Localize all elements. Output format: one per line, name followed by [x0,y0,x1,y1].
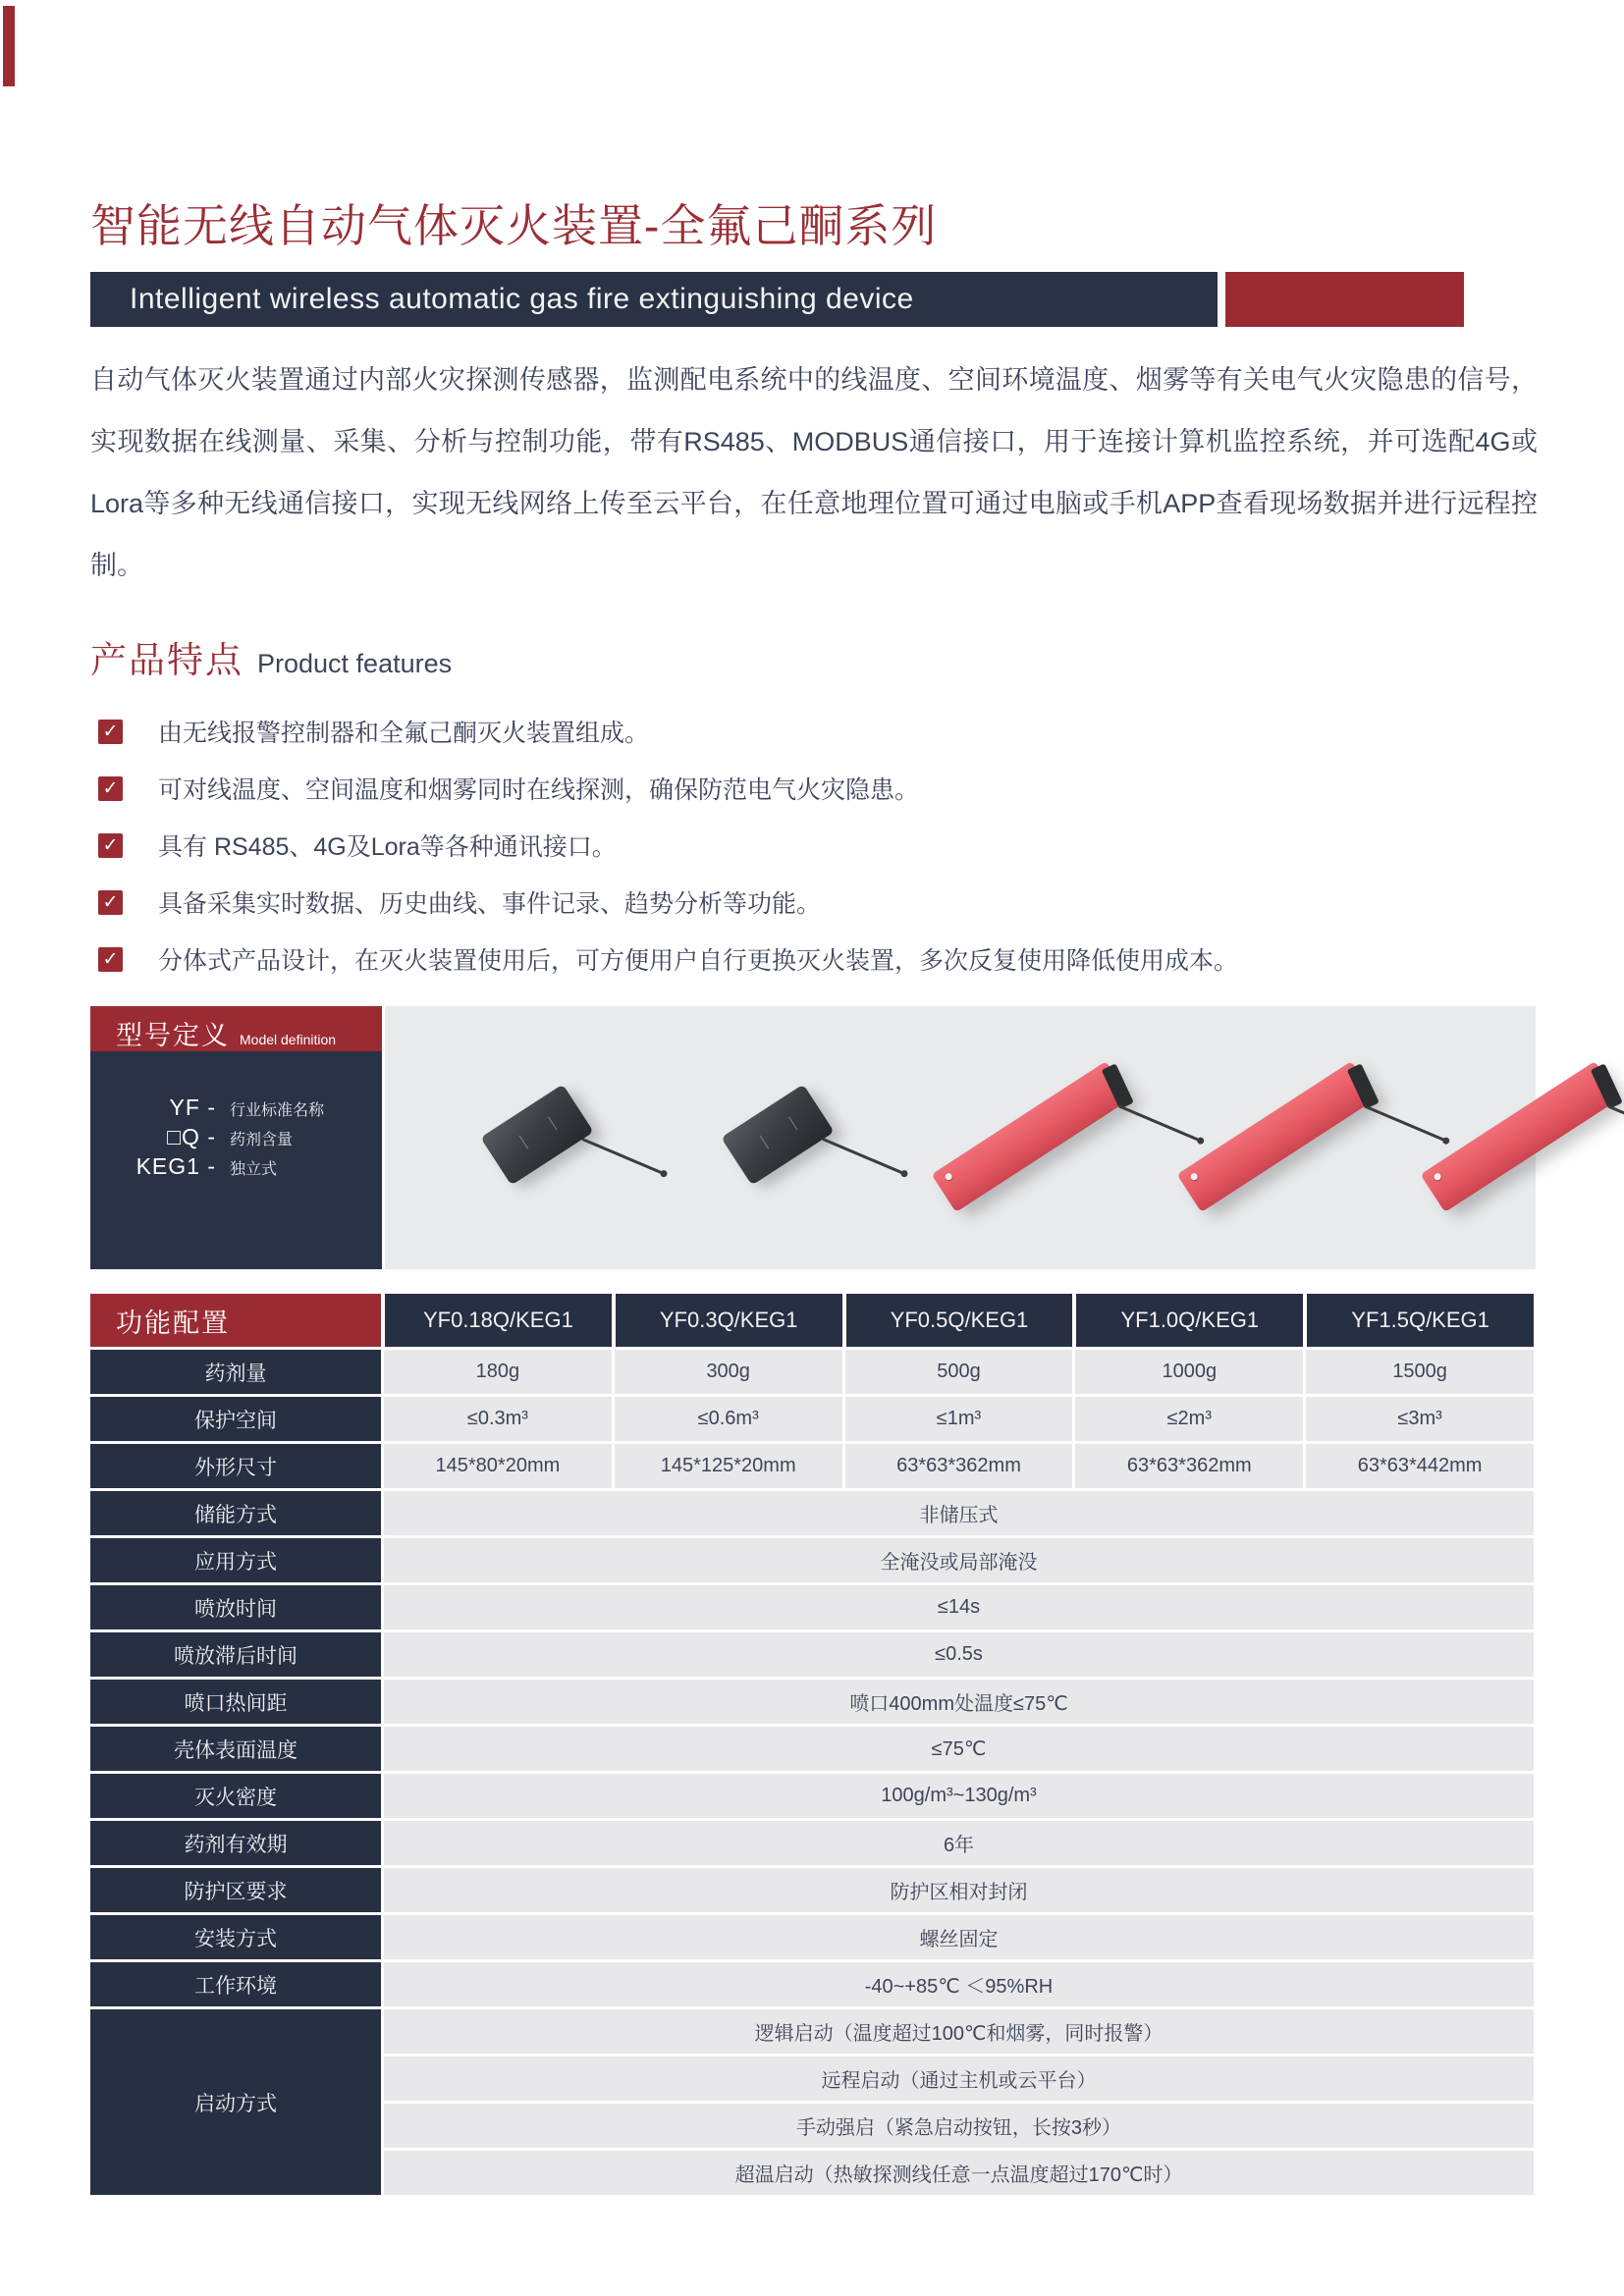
device-antenna [1118,1104,1203,1143]
device-screw [1189,1172,1199,1182]
spec-header-title: 功能配置 [90,1294,381,1347]
spec-span-cell: 非储压式 [384,1491,1534,1535]
spec-cell: ≤3m³ [1306,1397,1534,1441]
checkbox-icon: ✓ [98,720,123,744]
device-image-red-1 [932,1061,1131,1212]
spec-cell: 手动强启（紧急启动按钮，长按3秒） [384,2104,1534,2148]
corner-accent-bar [3,6,15,86]
device-image-red-2 [1177,1061,1377,1212]
spec-row [90,1821,1534,1865]
spec-header-row [90,1294,1534,1347]
subtitle-banner [90,272,1218,327]
device-end-cap [1347,1063,1380,1109]
intro-paragraph: 自动气体灭火装置通过内部火灾探测传感器，监测配电系统中的线温度、空间环境温度、烟雾等有关电气火灾隐患的信号，实现数据在线测量、采集、分析与控制功能，带有RS485、MODBUS通信接口，用于连接计算机监控系统，并可选配4G或Lora等多种无线通信接口，实现无线网络上传至云平台，在任意地理位置可通过电脑或手机APP查看现场数据并进行远程控制。 [90,365,1538,580]
spec-row [90,1444,1534,1488]
device-label-detail [519,1117,558,1149]
spec-cell: ≤0.6m³ [615,1397,842,1441]
spec-row-label: 工作环境 [90,1962,381,2006]
spec-cell: 500g [845,1350,1073,1394]
spec-span-cell: 全淹没或局部淹没 [384,1538,1534,1582]
model-definition-title-en: Model definition [240,1032,337,1047]
spec-model-header: YF1.0Q/KEG1 [1076,1294,1303,1347]
spec-model-header: YF0.3Q/KEG1 [616,1294,842,1347]
device-screw [1433,1172,1442,1182]
spec-cell: 1500g [1306,1350,1534,1394]
spec-span-cell: 螺丝固定 [384,1915,1534,1959]
feature-text: 分体式产品设计，在灭火装置使用后，可方便用户自行更换灭火装置，多次反复使用降低使用成本。 [158,947,1239,975]
device-label-detail [760,1117,798,1149]
model-code: YF - [169,1095,216,1120]
features-title-en: Product features [257,649,453,678]
spec-table [90,1294,1534,2195]
spec-row [90,1774,1534,1818]
device-image-black-small [480,1084,593,1185]
spec-span-cell: 防护区相对封闭 [384,1868,1534,1912]
feature-text: 具备采集实时数据、历史曲线、事件记录、趋势分析等功能。 [158,890,822,918]
spec-model-header: YF0.18Q/KEG1 [385,1294,612,1347]
spec-span-cell: 6年 [384,1821,1534,1865]
page-title: 智能无线自动气体灭火装置-全氟己酮系列 [90,200,938,251]
spec-cell: 145*125*20mm [615,1444,842,1488]
spec-row-label: 防护区要求 [90,1868,381,1912]
page-subtitle: Intelligent wireless automatic gas fire extinguishing device [130,283,914,315]
spec-row-launch-modes [90,2009,1534,2195]
model-code: KEG1 - [135,1153,216,1179]
spec-row-label: 药剂量 [90,1350,381,1394]
spec-cell: 63*63*362mm [845,1444,1073,1488]
checkbox-icon: ✓ [98,890,123,915]
checkbox-icon: ✓ [98,776,123,801]
spec-span-cell: ≤0.5s [384,1632,1534,1677]
spec-cell: 300g [615,1350,842,1394]
spec-row [90,1868,1534,1912]
model-definition-body [90,1051,382,1269]
spec-row [90,1350,1534,1394]
model-code: □Q - [167,1124,216,1149]
checkbox-icon: ✓ [98,947,123,972]
model-definition-header [90,1006,382,1051]
spec-span-cell: ≤14s [384,1585,1534,1629]
spec-cell: 1000g [1075,1350,1303,1394]
model-definition-section [90,1006,1536,1269]
spec-model-header: YF0.5Q/KEG1 [846,1294,1073,1347]
spec-span-cell: 喷口400mm处温度≤75℃ [384,1680,1534,1724]
spec-cell: 180g [384,1350,612,1394]
spec-model-header: YF1.5Q/KEG1 [1307,1294,1534,1347]
product-photo-strip [385,1006,1536,1269]
spec-row-label: 喷口热间距 [90,1680,381,1724]
spec-cell: 远程启动（通过主机或云平台） [384,2056,1534,2101]
spec-row-label: 储能方式 [90,1491,381,1535]
banner-accent-block [1225,272,1464,327]
spec-row-label: 壳体表面温度 [90,1727,381,1771]
spec-row [90,1397,1534,1441]
spec-row-label: 喷放滞后时间 [90,1632,381,1677]
spec-row-label: 保护空间 [90,1397,381,1441]
model-code-row [90,1095,382,1124]
device-antenna [1364,1104,1448,1143]
spec-row-label: 灭火密度 [90,1774,381,1818]
spec-row-label: 启动方式 [90,2009,381,2195]
spec-cell: 逻辑启动（温度超过100℃和烟雾，同时报警） [384,2009,1534,2054]
device-end-cap [1102,1063,1134,1109]
spec-row-label: 喷放时间 [90,1585,381,1629]
model-code-row [90,1124,382,1153]
feature-item [98,874,1238,931]
spec-span-cell: 100g/m³~130g/m³ [384,1774,1534,1818]
spec-row-label: 安装方式 [90,1915,381,1959]
spec-cell: ≤0.3m³ [384,1397,612,1441]
feature-text: 由无线报警控制器和全氟己酮灭火装置组成。 [158,720,650,747]
device-image-black-large [721,1084,834,1185]
spec-row [90,1680,1534,1724]
spec-row-label: 外形尺寸 [90,1444,381,1488]
device-end-cap [1591,1063,1623,1109]
spec-cell: 超温启动（热敏探测线任意一点温度超过170℃时） [384,2151,1534,2195]
device-screw [944,1172,953,1182]
spec-span-cell: ≤75℃ [384,1727,1534,1771]
feature-item [98,931,1238,988]
spec-row-label: 药剂有效期 [90,1821,381,1865]
launch-mode-cells [384,2009,1534,2195]
features-title-cn: 产品特点 [90,640,244,680]
spec-row [90,1632,1534,1677]
spec-row [90,1727,1534,1771]
spec-row-label: 应用方式 [90,1538,381,1582]
feature-text: 具有 RS485、4G及Lora等各种通讯接口。 [158,833,617,861]
device-antenna [581,1138,666,1176]
model-code-label: 药剂含量 [230,1132,294,1148]
spec-row [90,1491,1534,1535]
model-definition-panel [90,1006,382,1269]
spec-cell: 63*63*442mm [1306,1444,1534,1488]
device-image-red-3 [1421,1061,1620,1212]
feature-item [98,817,1238,874]
spec-span-cell: -40~+85℃ ＜95%RH [384,1962,1534,2006]
model-definition-title-cn: 型号定义 [116,1021,230,1050]
spec-row [90,1962,1534,2006]
model-code-label: 行业标准名称 [230,1102,325,1119]
spec-row [90,1585,1534,1629]
spec-row [90,1915,1534,1959]
feature-item [98,703,1238,760]
device-antenna [822,1138,906,1176]
spec-cell: 145*80*20mm [384,1444,612,1488]
model-code-row [90,1153,382,1183]
features-heading [90,630,452,683]
spec-cell: ≤1m³ [845,1397,1073,1441]
feature-text: 可对线温度、空间温度和烟雾同时在线探测，确保防范电气火灾隐患。 [158,776,920,804]
spec-cell: ≤2m³ [1075,1397,1303,1441]
checkbox-icon: ✓ [98,833,123,858]
model-code-label: 独立式 [230,1161,278,1178]
spec-row [90,1538,1534,1582]
feature-item [98,760,1238,817]
spec-cell: 63*63*362mm [1075,1444,1303,1488]
device-antenna [1607,1104,1624,1143]
features-list [98,703,1238,988]
